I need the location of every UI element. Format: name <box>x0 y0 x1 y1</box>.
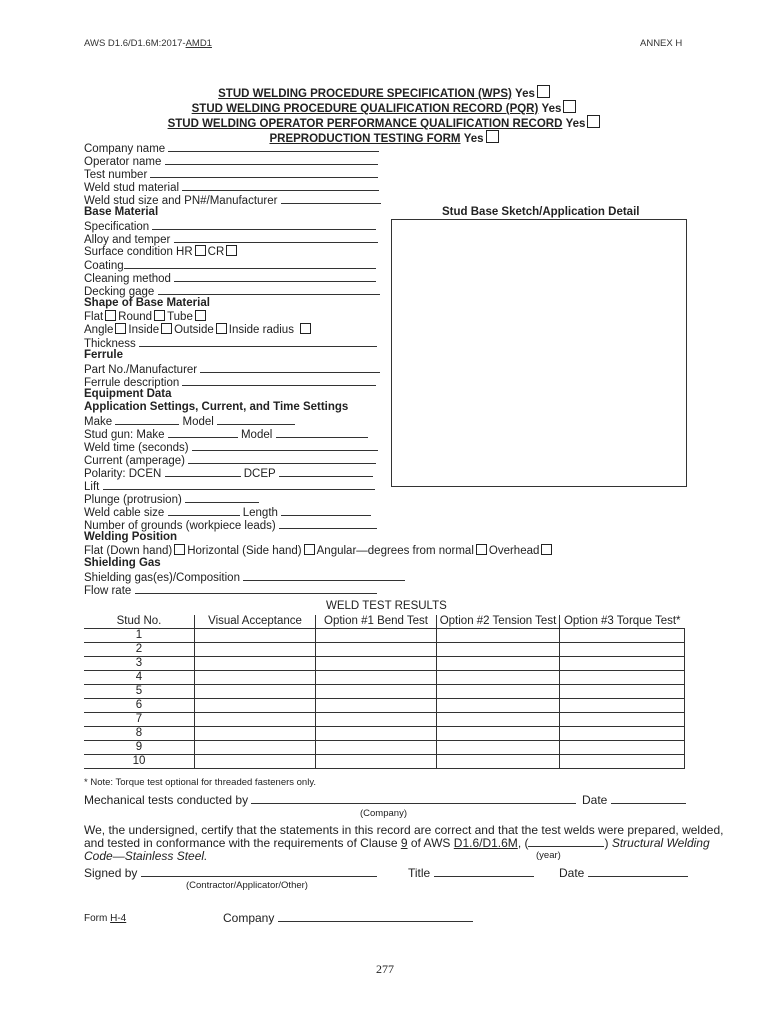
flow-rate-field[interactable] <box>135 583 377 594</box>
result-cell[interactable] <box>437 685 560 699</box>
round-checkbox[interactable] <box>154 310 165 321</box>
stud-number-cell: 6 <box>84 699 195 713</box>
polarity-row: Polarity: DCEN DCEP <box>84 466 373 479</box>
pos-horizontal-checkbox[interactable] <box>304 544 315 555</box>
shielding-comp-field[interactable] <box>243 570 405 581</box>
column-header: Option #3 Torque Test* <box>560 615 685 629</box>
table-row <box>84 713 685 727</box>
tube-checkbox[interactable] <box>195 310 206 321</box>
result-cell[interactable] <box>560 699 685 713</box>
results-title: WELD TEST RESULTS <box>326 600 447 612</box>
sketch-title: Stud Base Sketch/Application Detail <box>442 206 640 218</box>
ferrule-desc-field[interactable] <box>182 375 376 386</box>
cert-line-1: We, the undersigned, certify that the statements in this record are correct and that the test welds were prepared, welded, <box>84 823 724 837</box>
shielding-comp-row: Shielding gas(es)/Composition <box>84 570 405 583</box>
form-id: Form H-4 <box>84 913 127 924</box>
table-row <box>84 657 685 671</box>
hr-checkbox[interactable] <box>195 245 206 256</box>
weld-cable-row: Weld cable size Length <box>84 505 371 518</box>
base-material-heading: Base Material <box>84 206 159 218</box>
result-cell[interactable] <box>195 657 316 671</box>
table-header-row <box>84 615 685 629</box>
table-row <box>84 629 685 643</box>
result-cell[interactable] <box>195 671 316 685</box>
table-row <box>84 699 685 713</box>
result-cell[interactable] <box>195 699 316 713</box>
date-row: Date <box>559 866 688 880</box>
signed-date-field[interactable] <box>588 866 688 877</box>
column-header: Stud No. <box>84 615 195 629</box>
result-cell[interactable] <box>195 755 316 769</box>
dcen-field[interactable] <box>165 466 241 477</box>
alloy-row: Alloy and temper <box>84 232 378 245</box>
running-header-right: ANNEX H <box>640 38 683 49</box>
torque-note: * Note: Torque test optional for threaded fasteners only. <box>84 777 317 788</box>
table-row <box>84 741 685 755</box>
signed-by-row: Signed by <box>84 866 377 880</box>
cert-line-2: and tested in conformance with the requirements of Clause 9 of AWS D1.6/D1.6M, ( ) Structural Welding <box>84 836 710 850</box>
coating-row: Coating <box>84 258 376 271</box>
pqr-checkbox[interactable] <box>563 100 576 113</box>
pos-overhead-checkbox[interactable] <box>541 544 552 555</box>
column-header: Visual Acceptance <box>195 615 316 629</box>
stud-gun-model-field[interactable] <box>276 427 368 438</box>
result-cell[interactable] <box>316 671 437 685</box>
stud-number-cell: 3 <box>84 657 195 671</box>
wps-checkbox[interactable] <box>537 85 550 98</box>
result-cell[interactable] <box>560 755 685 769</box>
table-row <box>84 671 685 685</box>
result-cell[interactable] <box>316 741 437 755</box>
title-preproduction: PREPRODUCTION TESTING FORM <box>269 133 461 145</box>
flow-rate-row: Flow rate <box>84 583 377 596</box>
result-cell[interactable] <box>195 685 316 699</box>
stud-number-cell: 10 <box>84 755 195 769</box>
stud-material-row: Weld stud material <box>84 180 379 193</box>
specification-field[interactable] <box>152 219 376 230</box>
result-cell[interactable] <box>437 657 560 671</box>
result-cell[interactable] <box>437 671 560 685</box>
year-caption: (year) <box>536 850 561 861</box>
grounds-field[interactable] <box>279 518 377 529</box>
pos-flat-checkbox[interactable] <box>174 544 185 555</box>
weld-test-results-table <box>84 615 685 769</box>
cr-checkbox[interactable] <box>226 245 237 256</box>
result-cell[interactable] <box>316 657 437 671</box>
sketch-box[interactable] <box>391 219 687 487</box>
result-cell[interactable] <box>560 713 685 727</box>
operator-checkbox[interactable] <box>587 115 600 128</box>
stud-number-cell: 1 <box>84 629 195 643</box>
title-field[interactable] <box>434 866 534 877</box>
stud-size-row: Weld stud size and PN#/Manufacturer <box>84 193 381 206</box>
grounds-row: Number of grounds (workpiece leads) <box>84 518 377 531</box>
company-row: Company <box>223 911 473 925</box>
stud-number-cell: 5 <box>84 685 195 699</box>
length-field[interactable] <box>281 505 371 516</box>
result-cell[interactable] <box>195 629 316 643</box>
title-row: Title <box>408 866 534 880</box>
make-field[interactable] <box>115 414 179 425</box>
stud-material-field[interactable] <box>182 180 379 191</box>
running-header-left: AWS D1.6/D1.6M:2017-AMD1 <box>84 38 212 49</box>
lift-field[interactable] <box>103 479 375 490</box>
stud-number-cell: 4 <box>84 671 195 685</box>
mech-date-row: Date <box>582 793 686 807</box>
model-field[interactable] <box>217 414 295 425</box>
result-cell[interactable] <box>560 727 685 741</box>
page-number: 277 <box>376 962 394 976</box>
column-header: Option #1 Bend Test <box>316 615 437 629</box>
form-titles: STUD WELDING PROCEDURE SPECIFICATION (WPS) Yes STUD WELDING PROCEDURE QUALIFICATION RECORD (PQR) Yes STUD WELDING OPERATOR PERFORMANCE QUALIFICATION RECORD Yes PREPRODUCTION TESTING FORM Yes <box>0 85 770 145</box>
inside-checkbox[interactable] <box>161 323 172 334</box>
result-cell[interactable] <box>560 741 685 755</box>
result-cell[interactable] <box>316 685 437 699</box>
weld-time-row: Weld time (seconds) <box>84 440 378 453</box>
weld-time-field[interactable] <box>192 440 378 451</box>
shape-row: Flat Round Tube <box>84 310 208 323</box>
result-cell[interactable] <box>437 699 560 713</box>
result-cell[interactable] <box>195 727 316 741</box>
result-cell[interactable] <box>560 657 685 671</box>
pos-angular-checkbox[interactable] <box>476 544 487 555</box>
stud-size-field[interactable] <box>281 193 381 204</box>
current-row: Current (amperage) <box>84 453 376 466</box>
table-row <box>84 727 685 741</box>
result-cell[interactable] <box>316 727 437 741</box>
company-caption: (Company) <box>360 808 407 819</box>
thickness-field[interactable] <box>139 336 377 347</box>
stud-number-cell: 2 <box>84 643 195 657</box>
current-field[interactable] <box>188 453 376 464</box>
outside-checkbox[interactable] <box>216 323 227 334</box>
shape-heading: Shape of Base Material <box>84 297 210 309</box>
result-cell[interactable] <box>316 643 437 657</box>
result-cell[interactable] <box>437 727 560 741</box>
company-name-field[interactable] <box>168 141 379 152</box>
result-cell[interactable] <box>437 643 560 657</box>
weld-cable-field[interactable] <box>168 505 240 516</box>
company-field[interactable] <box>278 911 473 922</box>
cert-line-3: Code—Stainless Steel. <box>84 849 208 863</box>
plunge-field[interactable] <box>185 492 259 503</box>
make-row: Make Model <box>84 414 295 427</box>
stud-gun-make-field[interactable] <box>168 427 238 438</box>
welding-position-row: Flat (Down hand) Horizontal (Side hand) Angular—degrees from normal Overhead <box>84 544 554 557</box>
stud-gun-row: Stud gun: Make Model <box>84 427 368 440</box>
operator-name-row: Operator name <box>84 154 378 167</box>
flat-checkbox[interactable] <box>105 310 116 321</box>
ferrule-heading: Ferrule <box>84 349 123 361</box>
stud-number-cell: 7 <box>84 713 195 727</box>
test-number-row: Test number <box>84 167 378 180</box>
stud-number-cell: 9 <box>84 741 195 755</box>
lift-row: Lift <box>84 479 375 492</box>
contractor-caption: (Contractor/Applicator/Other) <box>186 880 308 891</box>
result-cell[interactable] <box>195 643 316 657</box>
result-cell[interactable] <box>195 713 316 727</box>
thickness-row: Thickness <box>84 336 377 349</box>
title-wps: STUD WELDING PROCEDURE SPECIFICATION (WPS) <box>218 88 512 100</box>
stud-number-cell: 8 <box>84 727 195 741</box>
result-cell[interactable] <box>316 713 437 727</box>
preproduction-checkbox[interactable] <box>486 130 499 143</box>
result-cell[interactable] <box>560 629 685 643</box>
mech-tests-row: Mechanical tests conducted by <box>84 793 576 807</box>
result-cell[interactable] <box>560 643 685 657</box>
equipment-heading: Equipment Data <box>84 388 172 400</box>
result-cell[interactable] <box>316 699 437 713</box>
inside-radius-checkbox[interactable] <box>300 323 311 334</box>
ferrule-desc-row: Ferrule description <box>84 375 376 388</box>
result-cell[interactable] <box>316 755 437 769</box>
surface-row: Surface condition HR CR <box>84 245 239 258</box>
specification-row: Specification <box>84 219 376 232</box>
company-name-row: Company name <box>84 141 379 154</box>
angle-checkbox[interactable] <box>115 323 126 334</box>
signed-by-field[interactable] <box>141 866 377 877</box>
result-cell[interactable] <box>437 713 560 727</box>
part-no-row: Part No./Manufacturer <box>84 362 380 375</box>
result-cell[interactable] <box>316 629 437 643</box>
table-row <box>84 685 685 699</box>
result-cell[interactable] <box>195 741 316 755</box>
part-no-field[interactable] <box>200 362 380 373</box>
table-row <box>84 643 685 657</box>
title-operator: STUD WELDING OPERATOR PERFORMANCE QUALIFICATION RECORD <box>167 118 563 130</box>
year-field[interactable] <box>528 836 604 847</box>
result-cell[interactable] <box>437 741 560 755</box>
cleaning-row: Cleaning method <box>84 271 376 284</box>
table-row <box>84 755 685 769</box>
operator-name-field[interactable] <box>165 154 378 165</box>
dcep-field[interactable] <box>279 466 373 477</box>
angle-row: Angle Inside Outside Inside radius <box>84 323 313 336</box>
result-cell[interactable] <box>560 671 685 685</box>
result-cell[interactable] <box>437 629 560 643</box>
decking-row: Decking gage <box>84 284 380 297</box>
app-settings-heading: Application Settings, Current, and Time Settings <box>84 401 349 413</box>
column-header: Option #2 Tension Test <box>437 615 560 629</box>
coating-field[interactable] <box>124 258 376 269</box>
shielding-gas-heading: Shielding Gas <box>84 557 161 569</box>
welding-position-heading: Welding Position <box>84 531 178 543</box>
plunge-row: Plunge (protrusion) <box>84 492 259 505</box>
alloy-field[interactable] <box>174 232 378 243</box>
mech-tests-company-field[interactable] <box>251 793 576 804</box>
test-number-field[interactable] <box>150 167 378 178</box>
result-cell[interactable] <box>437 755 560 769</box>
title-pqr: STUD WELDING PROCEDURE QUALIFICATION RECORD (PQR) <box>191 103 539 115</box>
decking-field[interactable] <box>158 284 380 295</box>
cleaning-field[interactable] <box>174 271 376 282</box>
mech-date-field[interactable] <box>611 793 686 804</box>
result-cell[interactable] <box>560 685 685 699</box>
